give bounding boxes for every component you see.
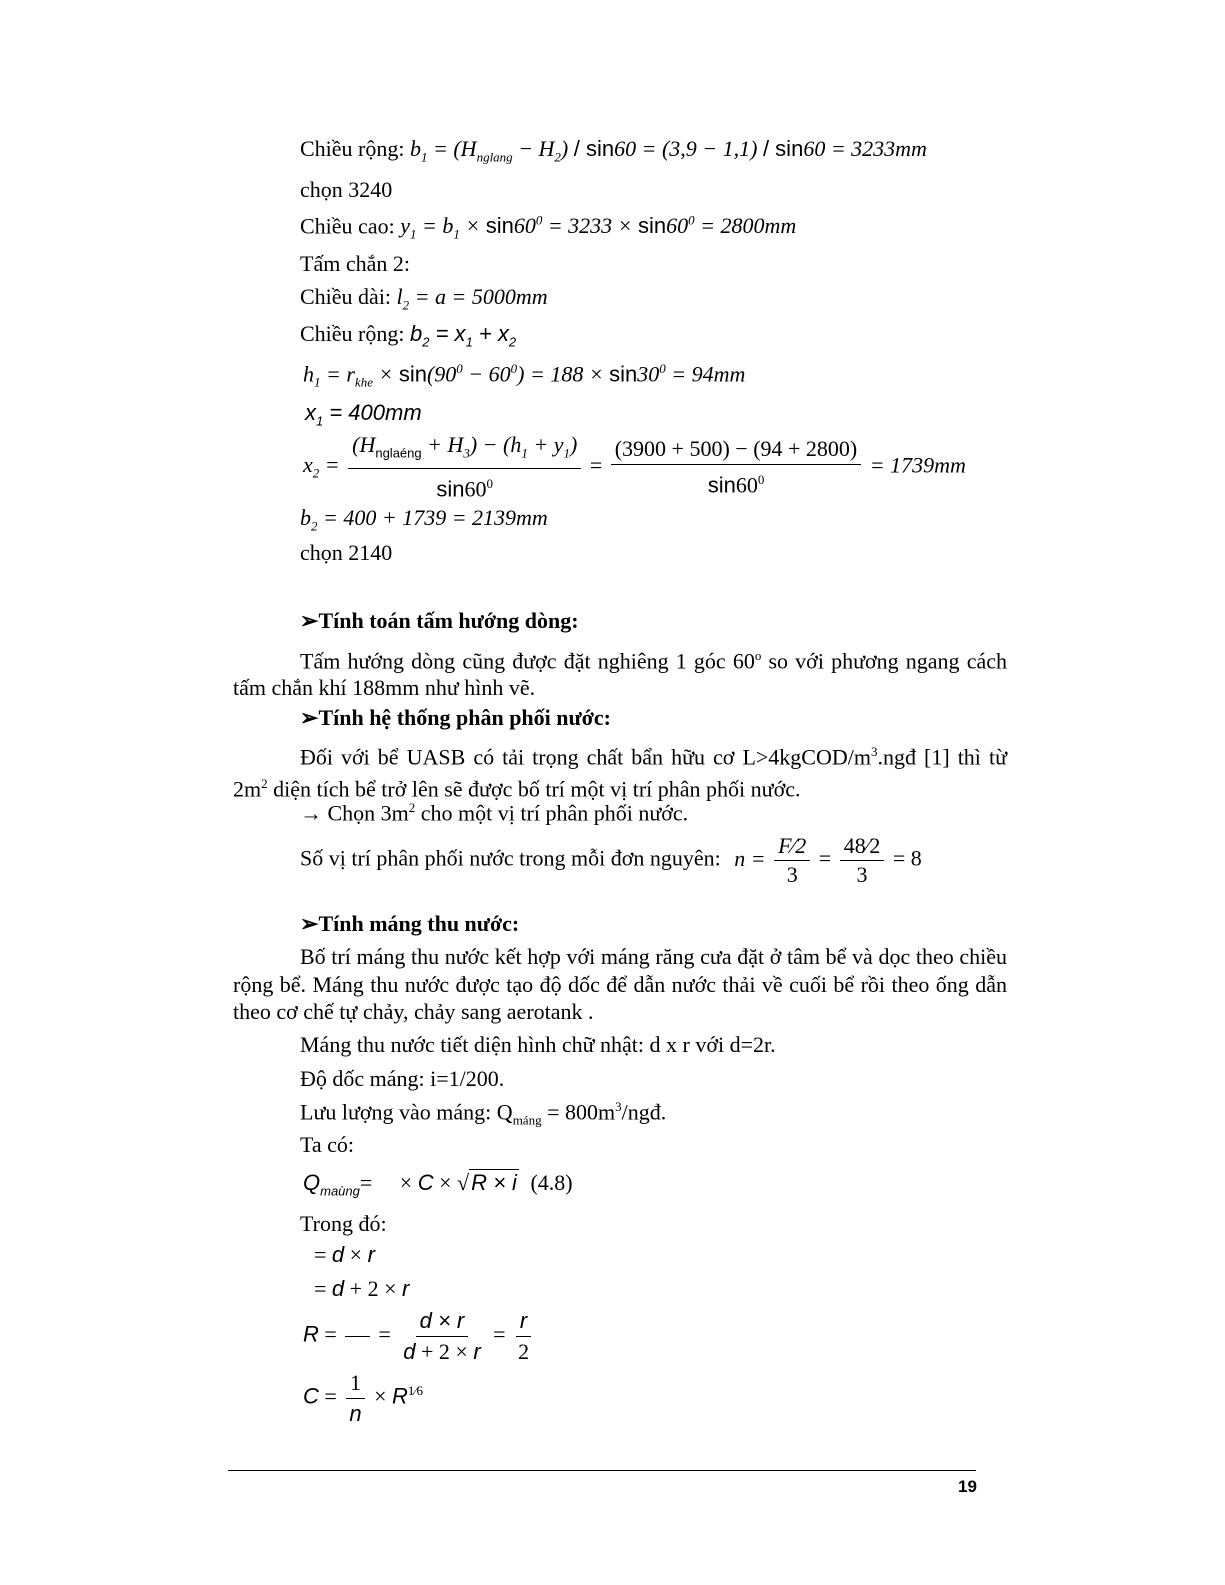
trough-slope-line: Độ dốc máng: i=1/200. — [300, 1066, 505, 1091]
page-number: 19 — [958, 1477, 977, 1496]
formula-l2: $l_2 = a = 5000mm$ — [396, 284, 548, 313]
formula-h1: $h_1 = r_{khe} \times \sin(90^0 - 60^0) = 188 \times \sin 30^0 = 94mm$ — [303, 361, 746, 390]
choose-3m2: → Chọn $3m^2$ cho một vị trí phân phối nước. — [300, 800, 689, 826]
count-fraction-numeric: $\frac{48⁄2}{3}$ — [840, 834, 885, 887]
width-label: Chiều rộng: — [300, 136, 405, 161]
choose-2140: chọn 2140 — [300, 540, 393, 565]
arrow-bullet-icon: ➢ — [300, 608, 319, 633]
line-width-b2 — [300, 321, 516, 349]
length-label: Chiều dài: — [300, 284, 392, 309]
line-count-positions: Số vị trí phân phối nước trong mỗi đơn nguyên: n = $\frac{F⁄2}{3}$ = $\frac{48⁄2}{3}$ = 8 — [300, 833, 922, 887]
para-water-distribution: Đối với bể UASB có tải trọng chất bẩn hữu cơ $L>4kgCOD/m^3.ngđ$ [1] thì từ $2m^2$ diện tích bể trở lên sẽ được bố trí một vị trí phân phối nước. — [233, 744, 1007, 802]
line-width-b1 — [300, 136, 927, 165]
formula-hydraulic-radius: R = = $\frac{d \times r}{d + 2 \times r}$ = $\frac{r}{2}$ — [303, 1308, 536, 1365]
heading-flow-plate: ➢Tính toán tấm hướng dòng: — [300, 608, 579, 633]
para-flow-plate: Tấm hướng dòng cũng được đặt nghiêng 1 góc 60$^o$ so với phương ngang cách tấm chắn khí 188mm như hình vẽ. — [233, 648, 1007, 701]
line-length-l2 — [300, 284, 548, 313]
equation-number: (4.8) — [530, 1170, 573, 1195]
height-label: Chiều cao: — [300, 213, 395, 239]
width2-label: Chiều rộng: — [300, 321, 405, 346]
plate-2-title: Tấm chắn 2: — [300, 251, 410, 276]
choose-3240: chọn 3240 — [300, 177, 393, 202]
arrow-bullet-icon: ➢ — [300, 911, 319, 936]
formula-b2-result: $b_2 = 400 + 1739 = 2139mm$ — [300, 505, 548, 534]
arrow-bullet-icon: ➢ — [300, 705, 319, 730]
formula-y1: $y_1 = b_1 \times \sin 60^0 = 3233 \times \sin 60^0 = 2800mm$ — [400, 213, 797, 242]
trough-flow-line: Lưu lượng vào máng: $Q_{máng}$ = $800m^3$/ngđ. — [300, 1099, 667, 1128]
x2-fraction-symbolic: $\frac{(H_{nglaéng} + H_3) - (h_1 + y_1)}{\sin 60^0}$ — [348, 432, 581, 503]
count-fraction-symbolic: $\frac{F⁄2}{3}$ — [774, 834, 810, 887]
trong-do-line: Trong đó: — [300, 1211, 387, 1236]
para-collection-trough: Bố trí máng thu nước kết hợp với máng răng cưa đặt ở tâm bể và dọc theo chiều rộng bể. Máng thu nước được tạo độ dốc để dẫn nước thải về cuối bể rồi theo ống dẫn theo cơ chế tự chảy, chảy sang aerotank . — [233, 944, 1007, 1024]
formula-b2: $b_2 = x_1 + x_2$ — [410, 321, 517, 350]
line-height-y1 — [300, 213, 796, 243]
formula-area: = d × r — [303, 1242, 375, 1267]
trough-section-line: Máng thu nước tiết diện hình chữ nhật: d x r với d=2r. — [300, 1032, 776, 1057]
formula-x1: $x_1 = 400mm$ — [305, 400, 422, 429]
formula-b1: $b_1 = (H_{nglang} - H_2) / \sin 60 = (3,9 - 1,1) / \sin 60 = 3233mm$ — [410, 136, 927, 165]
formula-x2: $x_2$ = $\frac{(H_{nglaéng} + H_3) - (h_1 + y_1)}{\sin 60^0}$ = $\frac{(3900 + 500) - (94 + 2800)}{\sin 60^0}$ = 1739mm — [303, 432, 966, 502]
heading-collection-trough: ➢Tính máng thu nước: — [300, 911, 520, 936]
x2-fraction-numeric: $\frac{(3900 + 500) - (94 + 2800)}{\sin 60^0}$ — [611, 436, 862, 498]
heading-water-distribution: ➢Tính hệ thống phân phối nước: — [300, 705, 611, 730]
formula-perimeter: = d + 2 × r — [303, 1276, 410, 1301]
formula-chezy-c: C = $\frac{1}{n}$ × $R^{1⁄6}$ — [303, 1370, 424, 1426]
formula-q-trough: $Q_{maùng}=$ × C × √R × i (4.8) — [303, 1170, 573, 1199]
footer-divider — [228, 1470, 976, 1471]
ta-co-line: Ta có: — [300, 1132, 355, 1157]
